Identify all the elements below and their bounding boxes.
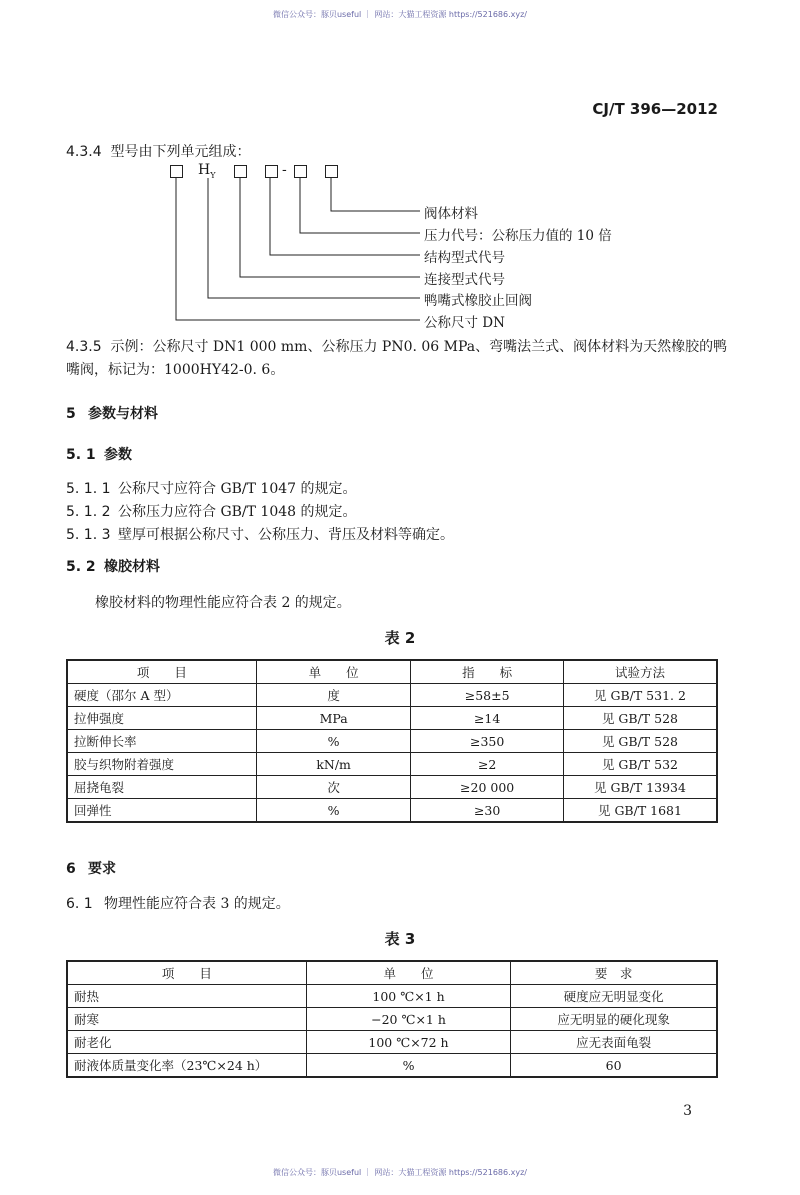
table-cell: % <box>256 799 411 823</box>
section-5-1-heading: 5. 1 参数 <box>66 447 132 463</box>
table-header-cell: 指 标 <box>411 660 564 684</box>
table-cell: 见 GB/T 532 <box>563 753 717 776</box>
table-header-row <box>67 961 717 985</box>
section-5-heading: 5 参数与材料 <box>66 406 158 422</box>
table-row <box>67 684 717 707</box>
section-6-heading: 6 要求 <box>66 861 116 877</box>
table-header-cell: 单 位 <box>256 660 411 684</box>
table-3 <box>66 960 718 1078</box>
table-3-caption: 表 3 <box>384 930 416 948</box>
table-cell: 应无表面龟裂 <box>511 1031 717 1054</box>
clause-5-1-1: 5. 1. 1 公称尺寸应符合 GB/T 1047 的规定。 <box>66 481 357 497</box>
clause-4-3-5 <box>66 336 727 356</box>
table-cell: ≥14 <box>411 707 564 730</box>
table-row <box>67 1031 717 1054</box>
code-dash: - <box>282 162 287 178</box>
code-label-pressure: 压力代号：公称压力值的 10 倍 <box>424 228 612 244</box>
clause-5-1-2: 5. 1. 2 公称压力应符合 GB/T 1048 的规定。 <box>66 504 357 520</box>
table-cell: 屈挠龟裂 <box>67 776 256 799</box>
table-header-cell: 试验方法 <box>563 660 717 684</box>
section-5-2-paragraph: 橡胶材料的物理性能应符合表 2 的规定。 <box>95 595 351 611</box>
document-code: CJ/T 396—2012 <box>592 100 718 118</box>
table-header-cell: 单 位 <box>306 961 510 985</box>
table-cell: 胶与织物附着强度 <box>67 753 256 776</box>
clause-6-1: 6. 1 物理性能应符合表 3 的规定。 <box>66 896 290 912</box>
section-5-2-heading: 5. 2 橡胶材料 <box>66 559 160 575</box>
table-cell: 见 GB/T 528 <box>563 730 717 753</box>
code-label-body-material: 阀体材料 <box>424 206 478 222</box>
clause-text: 型号由下列单元组成： <box>110 144 251 160</box>
table-row <box>67 730 717 753</box>
table-header-cell: 要 求 <box>511 961 717 985</box>
table-cell: 拉伸强度 <box>67 707 256 730</box>
table-cell: MPa <box>256 707 411 730</box>
code-label-connection: 连接型式代号 <box>424 272 505 288</box>
table-cell: −20 ℃×1 h <box>306 1008 510 1031</box>
table-cell: 见 GB/T 531. 2 <box>563 684 717 707</box>
clause-number: 4.3.4 <box>66 144 102 160</box>
table-cell: 硬度应无明显变化 <box>511 985 717 1008</box>
table-row <box>67 707 717 730</box>
table-header-cell: 项 目 <box>67 961 306 985</box>
table-cell: % <box>306 1054 510 1078</box>
table-row <box>67 1008 717 1031</box>
table-cell: 60 <box>511 1054 717 1078</box>
table-cell: ≥58±5 <box>411 684 564 707</box>
table-cell: 100 ℃×1 h <box>306 985 510 1008</box>
table-cell: kN/m <box>256 753 411 776</box>
table-cell: % <box>256 730 411 753</box>
table-row <box>67 753 717 776</box>
example-line-2: 嘴阀，标记为：1000HY42-0. 6。 <box>66 362 285 378</box>
table-cell: 度 <box>256 684 411 707</box>
table-cell: 回弹性 <box>67 799 256 823</box>
table-cell: 见 GB/T 1681 <box>563 799 717 823</box>
table-2 <box>66 659 718 823</box>
table-cell: 次 <box>256 776 411 799</box>
table-cell: 见 GB/T 528 <box>563 707 717 730</box>
code-label-valve-type: 鸭嘴式橡胶止回阀 <box>424 293 532 309</box>
clause-number: 4.3.5 <box>66 339 102 355</box>
table-cell: 耐液体质量变化率（23℃×24 h） <box>67 1054 306 1078</box>
code-letter-h: $H_Y$ <box>198 162 216 180</box>
table-2-caption: 表 2 <box>384 629 416 647</box>
table-cell: ≥30 <box>411 799 564 823</box>
table-cell: 拉断伸长率 <box>67 730 256 753</box>
clause-5-1-3: 5. 1. 3 壁厚可根据公称尺寸、公称压力、背压及材料等确定。 <box>66 527 454 543</box>
watermark-top: 微信公众号：豚贝useful ｜ 网站：大猫工程资源 https://521686.xyz/ <box>272 10 528 19</box>
table-header-cell: 项 目 <box>67 660 256 684</box>
code-label-nominal-size: 公称尺寸 DN <box>424 315 505 331</box>
table-cell: 耐老化 <box>67 1031 306 1054</box>
table-row <box>67 1054 717 1078</box>
code-label-structure: 结构型式代号 <box>424 250 505 266</box>
example-line-1: 示例：公称尺寸 DN1 000 mm、公称压力 PN0. 06 MPa、弯嘴法兰式、阀体材料为天然橡胶的鸭 <box>110 339 728 355</box>
table-row <box>67 776 717 799</box>
table-cell: ≥20 000 <box>411 776 564 799</box>
table-cell: ≥350 <box>411 730 564 753</box>
table-row <box>67 799 717 823</box>
table-cell: ≥2 <box>411 753 564 776</box>
table-cell: 见 GB/T 13934 <box>563 776 717 799</box>
watermark-bottom: 微信公众号：豚贝useful ｜ 网站：大猫工程资源 https://521686.xyz/ <box>272 1168 528 1177</box>
table-header-row <box>67 660 717 684</box>
table-row <box>67 985 717 1008</box>
table-cell: 硬度（邵尔 A 型） <box>67 684 256 707</box>
table-cell: 应无明显的硬化现象 <box>511 1008 717 1031</box>
model-code-connector-lines <box>0 0 800 340</box>
table-cell: 100 ℃×72 h <box>306 1031 510 1054</box>
table-cell: 耐热 <box>67 985 306 1008</box>
page-number: 3 <box>683 1103 692 1119</box>
table-cell: 耐寒 <box>67 1008 306 1031</box>
